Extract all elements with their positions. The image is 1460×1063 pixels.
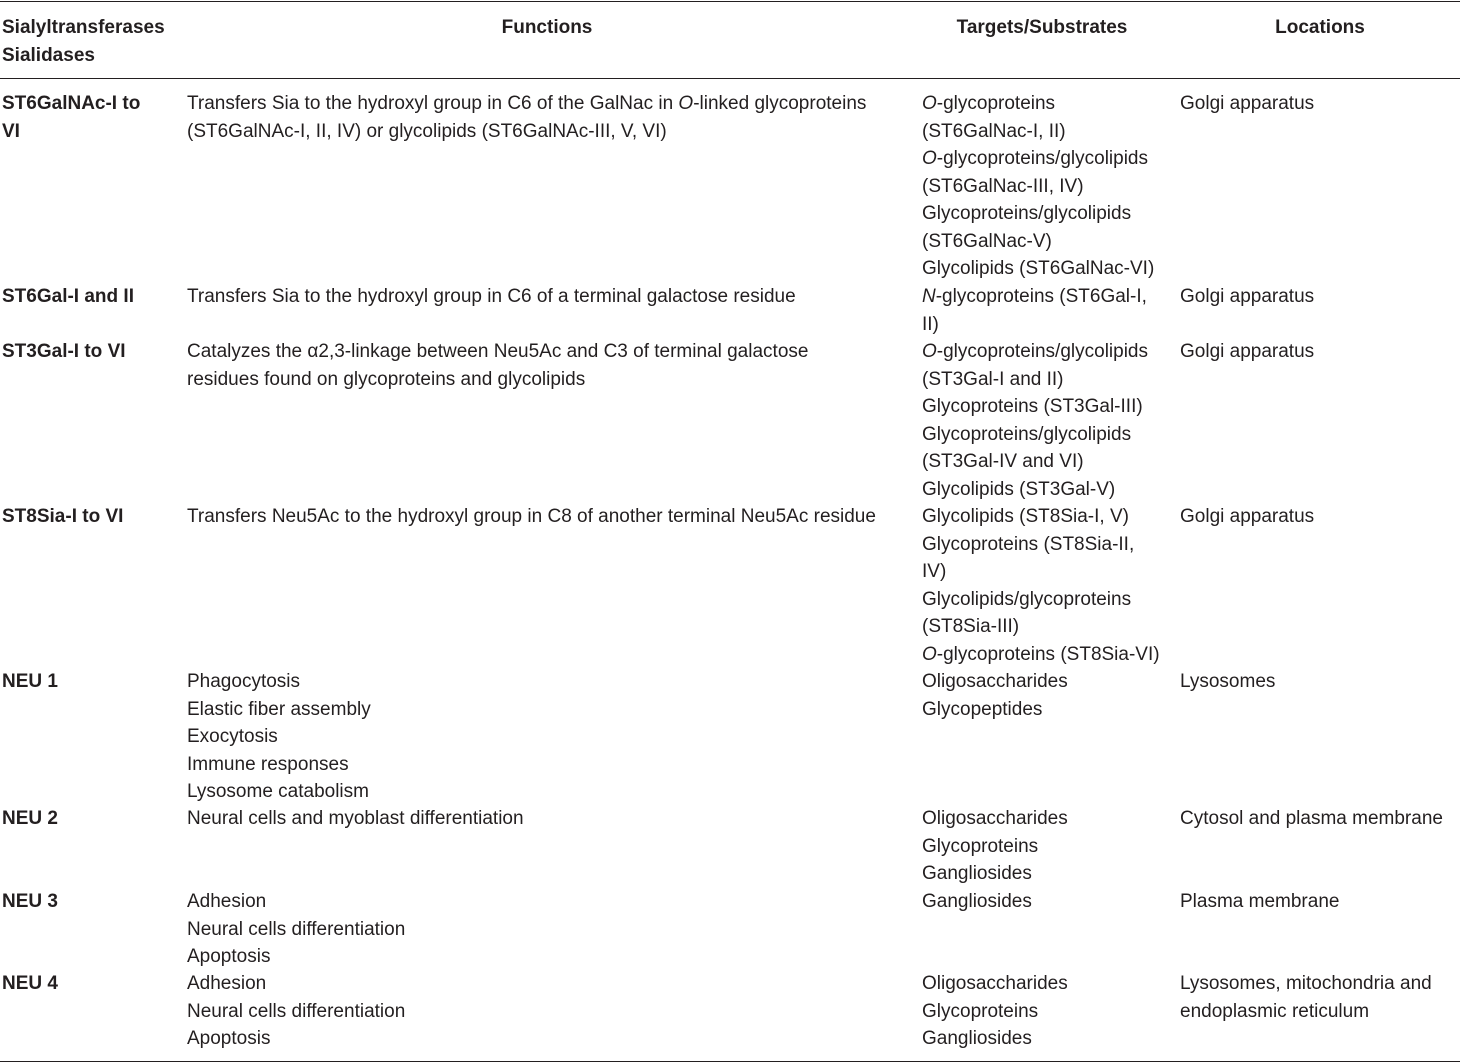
target-line: [922, 998, 1167, 1026]
target-cell: [922, 90, 1167, 283]
enzyme-name: NEU 3: [2, 891, 58, 912]
enzyme-cell: [2, 90, 177, 145]
location-cell: [1180, 668, 1460, 696]
enzyme-cell: [2, 668, 177, 696]
function-cell: [187, 668, 912, 806]
target-line-text: (ST6GalNac-I, II): [922, 120, 1066, 142]
target-line: [922, 860, 1167, 888]
target-cell: [922, 503, 1167, 668]
target-line: [922, 970, 1167, 998]
function-line-text: Immune responses: [187, 753, 349, 775]
function-line: [187, 916, 912, 944]
enzyme-name: ST6GalNAc-I to: [2, 93, 141, 114]
function-line-text: Exocytosis: [187, 726, 278, 747]
function-line: [187, 751, 912, 779]
target-line-text: (ST3Gal-IV and VI): [922, 451, 1084, 472]
function-line-text: Transfers Sia to the hydroxyl group in C6 of a terminal galactose residue: [187, 286, 796, 307]
target-line: [922, 668, 1167, 696]
function-line-text: Phagocytosis: [187, 671, 301, 692]
function-line-text: Neural cells differentiation: [187, 1000, 406, 1022]
target-line-text: Gangliosides: [922, 891, 1032, 912]
target-line-text: Glycolipids (ST8Sia-I, V): [922, 506, 1129, 527]
function-line: [187, 943, 912, 971]
target-line: [922, 145, 1167, 173]
function-line: [187, 778, 912, 806]
function-line: [187, 970, 912, 998]
table-bottom-rule: [0, 1061, 1460, 1062]
header-enzyme-line1: Sialyltransferases: [2, 17, 165, 38]
target-line-text: -glycoproteins: [936, 93, 1056, 114]
location-line: Golgi apparatus: [1180, 341, 1315, 362]
target-line: [922, 1025, 1167, 1053]
target-line-text: Glycoproteins (ST3Gal-III): [922, 396, 1143, 417]
target-line-text: Oligosaccharides: [922, 973, 1068, 994]
target-line: [922, 311, 1167, 339]
function-line-text: -linked glycoproteins: [693, 93, 867, 114]
target-line-italic: O: [922, 148, 937, 169]
target-cell: [922, 283, 1167, 338]
location-cell: [1180, 970, 1460, 1025]
header-enzyme: [2, 14, 177, 69]
target-line: [922, 338, 1167, 366]
function-line-text: Catalyzes the α2,3-linkage between Neu5Ac and C3 of terminal galactose: [187, 341, 809, 362]
target-line-text: (ST6GalNac-III, IV): [922, 175, 1084, 197]
function-line: [187, 805, 912, 833]
target-line-text: Glycopeptides: [922, 698, 1043, 720]
target-line-text: Glycolipids (ST3Gal-V): [922, 478, 1116, 500]
target-line-text: II): [922, 313, 939, 335]
function-line-text: residues found on glycoproteins and glycolipids: [187, 368, 586, 390]
target-line-text: Oligosaccharides: [922, 808, 1068, 829]
function-line-text: Apoptosis: [187, 1028, 271, 1049]
function-line-text: (ST6GalNAc-I, II, IV) or glycolipids (ST6GalNAc-III, V, VI): [187, 120, 667, 142]
enzyme-name: VI: [2, 120, 20, 142]
function-line-text: Transfers Sia to the hydroxyl group in C6 of the GalNac in: [187, 93, 679, 114]
target-line-text: -glycoproteins/glycolipids: [936, 341, 1148, 362]
target-line: [922, 393, 1167, 421]
target-line-text: Glycoproteins/glycolipids: [922, 203, 1132, 224]
function-line: [187, 338, 912, 366]
function-line-text: Lysosome catabolism: [187, 781, 369, 802]
target-line-text: (ST3Gal-I and II): [922, 368, 1064, 390]
function-line: [187, 723, 912, 751]
header-rule: [0, 78, 1460, 79]
location-line: Lysosomes, mitochondria and: [1180, 973, 1432, 994]
function-line: [187, 90, 912, 118]
target-line: [922, 421, 1167, 449]
target-line-italic: O: [922, 341, 937, 362]
function-line-text: Adhesion: [187, 973, 267, 994]
location-cell: [1180, 805, 1460, 833]
target-line-italic: O: [922, 93, 937, 114]
enzyme-cell: [2, 888, 177, 916]
target-line: [922, 90, 1167, 118]
target-cell: [922, 888, 1167, 916]
enzyme-name: NEU 2: [2, 808, 58, 829]
table-top-rule: [0, 1, 1460, 2]
target-line: [922, 888, 1167, 916]
header-targets: Targets/Substrates: [956, 17, 1128, 38]
function-cell: [187, 503, 912, 531]
function-line-italic: O: [678, 93, 694, 114]
target-line-text: IV): [922, 561, 947, 582]
target-line-text: Gangliosides: [922, 863, 1032, 884]
target-line-text: (ST6GalNac-V): [922, 230, 1052, 252]
location-cell: [1180, 338, 1460, 366]
location-line: Golgi apparatus: [1180, 93, 1315, 114]
target-cell: [922, 970, 1167, 1053]
function-line-text: Adhesion: [187, 891, 267, 912]
enzyme-name: ST6Gal-I and II: [2, 286, 134, 307]
target-line-text: Glycolipids/glycoproteins: [922, 588, 1132, 610]
target-line: [922, 366, 1167, 394]
function-line: [187, 696, 912, 724]
function-line-text: Neural cells and myoblast differentiation: [187, 808, 524, 829]
header-locations: Locations: [1275, 17, 1365, 38]
target-line: [922, 283, 1167, 311]
function-cell: [187, 970, 912, 1053]
target-line-text: Glycolipids (ST6GalNac-VI): [922, 258, 1155, 279]
target-line: [922, 255, 1167, 283]
function-line: [187, 118, 912, 146]
target-line: [922, 586, 1167, 614]
enzyme-cell: [2, 283, 177, 311]
target-cell: [922, 805, 1167, 888]
target-line: [922, 173, 1167, 201]
location-cell: [1180, 888, 1460, 916]
location-line: endoplasmic reticulum: [1180, 1000, 1370, 1022]
location-line: Lysosomes: [1180, 671, 1276, 692]
function-line: [187, 888, 912, 916]
target-line: [922, 476, 1167, 504]
function-line-text: Transfers Neu5Ac to the hydroxyl group in C8 of another terminal Neu5Ac residue: [187, 506, 876, 527]
function-line: [187, 668, 912, 696]
target-line-text: -glycoproteins/glycolipids: [936, 148, 1148, 169]
location-cell: [1180, 283, 1460, 311]
enzyme-cell: [2, 970, 177, 998]
target-line-text: Oligosaccharides: [922, 671, 1068, 692]
target-cell: [922, 668, 1167, 723]
target-line-text: -glycoproteins (ST6Gal-I,: [935, 286, 1147, 307]
function-line: [187, 283, 912, 311]
target-line: [922, 641, 1167, 669]
target-line: [922, 696, 1167, 724]
target-line: [922, 448, 1167, 476]
enzyme-name: NEU 4: [2, 973, 58, 994]
target-line-text: Gangliosides: [922, 1028, 1032, 1049]
enzyme-name: ST3Gal-I to VI: [2, 341, 126, 362]
function-line: [187, 503, 912, 531]
target-line-text: Glycoproteins: [922, 1000, 1039, 1022]
function-cell: [187, 805, 912, 833]
enzyme-cell: [2, 338, 177, 366]
target-line-text: Glycoproteins (ST8Sia-II,: [922, 533, 1135, 555]
header-enzyme-line2: Sialidases: [2, 44, 95, 66]
function-line: [187, 998, 912, 1026]
location-cell: [1180, 503, 1460, 531]
function-line-text: Elastic fiber assembly: [187, 698, 371, 720]
enzyme-cell: [2, 503, 177, 531]
target-line: [922, 118, 1167, 146]
function-cell: [187, 338, 912, 393]
function-cell: [187, 90, 912, 145]
location-cell: [1180, 90, 1460, 118]
function-cell: [187, 283, 912, 311]
function-cell: [187, 888, 912, 971]
header-functions: Functions: [501, 17, 593, 38]
target-line: [922, 503, 1167, 531]
target-line-text: Glycoproteins: [922, 835, 1039, 857]
target-line-italic: O: [922, 643, 937, 665]
location-line: Plasma membrane: [1180, 891, 1340, 912]
enzyme-name: NEU 1: [2, 671, 58, 692]
function-line: [187, 366, 912, 394]
function-line-text: Apoptosis: [187, 946, 271, 967]
target-line: [922, 613, 1167, 641]
target-cell: [922, 338, 1167, 503]
target-line: [922, 833, 1167, 861]
target-line-text: (ST8Sia-III): [922, 616, 1020, 637]
target-line-text: -glycoproteins (ST8Sia-VI): [936, 643, 1160, 665]
enzyme-name: ST8Sia-I to VI: [2, 506, 124, 527]
target-line-text: Glycoproteins/glycolipids: [922, 423, 1132, 445]
target-line: [922, 531, 1167, 559]
target-line: [922, 228, 1167, 256]
enzyme-cell: [2, 805, 177, 833]
location-line: Cytosol and plasma membrane: [1180, 808, 1443, 829]
target-line: [922, 200, 1167, 228]
location-line: Golgi apparatus: [1180, 506, 1315, 527]
function-line-text: Neural cells differentiation: [187, 918, 406, 940]
target-line: [922, 805, 1167, 833]
target-line-italic: N: [922, 286, 936, 307]
function-line: [187, 1025, 912, 1053]
location-line: Golgi apparatus: [1180, 286, 1315, 307]
target-line: [922, 558, 1167, 586]
